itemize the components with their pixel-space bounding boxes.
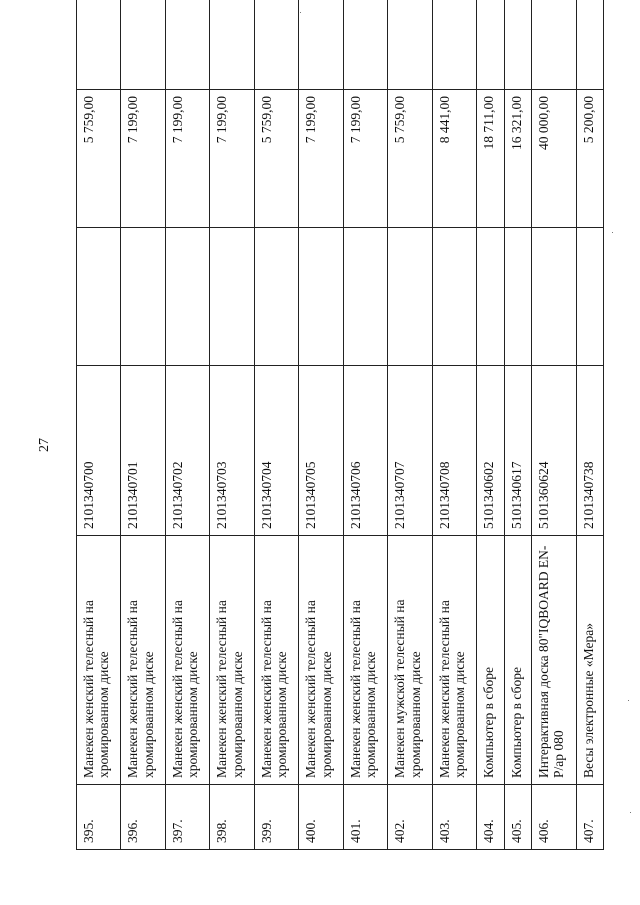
row-number: 405.: [504, 785, 531, 850]
inventory-table-body: [77, 0, 604, 850]
table-row: [343, 0, 387, 850]
table-row: [210, 0, 254, 850]
table-row: [299, 0, 343, 850]
empty-cell: [254, 228, 298, 366]
item-price: 7 199,00: [210, 90, 254, 228]
scan-speck: [630, 812, 631, 813]
empty-cell: [343, 0, 387, 90]
item-price: 5 200,00: [576, 90, 603, 228]
table-row: [576, 0, 603, 850]
inventory-code: 2101340738: [576, 366, 603, 536]
row-number: 395.: [77, 785, 121, 850]
row-number: 398.: [210, 785, 254, 850]
empty-cell: [77, 228, 121, 366]
inventory-code: 2101340708: [432, 366, 476, 536]
item-price: 40 000,00: [532, 90, 576, 228]
inventory-code: 5101340602: [477, 366, 504, 536]
inventory-code: 2101340703: [210, 366, 254, 536]
table-row: [121, 0, 165, 850]
item-name: Манекен женский телесный на хромированном диске: [165, 536, 209, 785]
item-price: 16 321,00: [504, 90, 531, 228]
item-name: Компьютер в сборе: [504, 536, 531, 785]
row-number: 402.: [388, 785, 432, 850]
empty-cell: [77, 0, 121, 90]
table-row: [477, 0, 504, 850]
empty-cell: [504, 228, 531, 366]
row-number: 403.: [432, 785, 476, 850]
empty-cell: [299, 0, 343, 90]
inventory-table: [76, 0, 604, 850]
empty-cell: [504, 0, 531, 90]
inventory-code: 2101340701: [121, 366, 165, 536]
empty-cell: [532, 0, 576, 90]
inventory-code: 5101340617: [504, 366, 531, 536]
item-name: Манекен женский телесный на хромированном диске: [210, 536, 254, 785]
item-name: Интерактивная доска 80"IQBOARD EN-P/ар 080: [532, 536, 576, 785]
empty-cell: [165, 0, 209, 90]
empty-cell: [432, 228, 476, 366]
item-price: 7 199,00: [343, 90, 387, 228]
empty-cell: [388, 228, 432, 366]
table-row: [532, 0, 576, 850]
scan-speck: [628, 700, 629, 701]
inventory-code: 5101360624: [532, 366, 576, 536]
item-name: Манекен мужской телесный на хромированном диске: [388, 536, 432, 785]
row-number: 407.: [576, 785, 603, 850]
row-number: 399.: [254, 785, 298, 850]
item-name: Манекен женский телесный на хромированном диске: [254, 536, 298, 785]
page-number: 27: [37, 438, 52, 452]
item-price: 7 199,00: [299, 90, 343, 228]
item-name: Компьютер в сборе: [477, 536, 504, 785]
inventory-code: 2101340706: [343, 366, 387, 536]
item-name: Весы электронные «Мера»: [576, 536, 603, 785]
empty-cell: [299, 228, 343, 366]
rotated-page-content: [76, 30, 604, 850]
empty-cell: [254, 0, 298, 90]
item-name: Манекен женский телесный на хромированном диске: [432, 536, 476, 785]
empty-cell: [477, 228, 504, 366]
empty-cell: [432, 0, 476, 90]
empty-cell: [532, 228, 576, 366]
empty-cell: [576, 228, 603, 366]
empty-cell: [343, 228, 387, 366]
item-name: Манекен женский телесный на хромированном диске: [343, 536, 387, 785]
empty-cell: [165, 228, 209, 366]
inventory-code: 2101340702: [165, 366, 209, 536]
empty-cell: [121, 0, 165, 90]
item-name: Манекен женский телесный на хромированном диске: [121, 536, 165, 785]
table-row: [77, 0, 121, 850]
empty-cell: [477, 0, 504, 90]
row-number: 401.: [343, 785, 387, 850]
item-price: 5 759,00: [77, 90, 121, 228]
empty-cell: [388, 0, 432, 90]
table-row: [254, 0, 298, 850]
table-row: [504, 0, 531, 850]
empty-cell: [121, 228, 165, 366]
table-row: [165, 0, 209, 850]
empty-cell: [576, 0, 603, 90]
empty-cell: [210, 0, 254, 90]
row-number: 406.: [532, 785, 576, 850]
table-row: [388, 0, 432, 850]
row-number: 397.: [165, 785, 209, 850]
row-number: 404.: [477, 785, 504, 850]
item-name: Манекен женский телесный на хромированном диске: [77, 536, 121, 785]
row-number: 396.: [121, 785, 165, 850]
item-price: 18 711,00: [477, 90, 504, 228]
item-name: Манекен женский телесный на хромированном диске: [299, 536, 343, 785]
item-price: 8 441,00: [432, 90, 476, 228]
item-price: 7 199,00: [165, 90, 209, 228]
row-number: 400.: [299, 785, 343, 850]
scan-speck: [300, 12, 301, 13]
table-row: [432, 0, 476, 850]
empty-cell: [210, 228, 254, 366]
item-price: 5 759,00: [254, 90, 298, 228]
inventory-code: 2101340705: [299, 366, 343, 536]
item-price: 5 759,00: [388, 90, 432, 228]
inventory-code: 2101340707: [388, 366, 432, 536]
item-price: 7 199,00: [121, 90, 165, 228]
scan-speck: [612, 232, 613, 233]
inventory-code: 2101340700: [77, 366, 121, 536]
inventory-code: 2101340704: [254, 366, 298, 536]
